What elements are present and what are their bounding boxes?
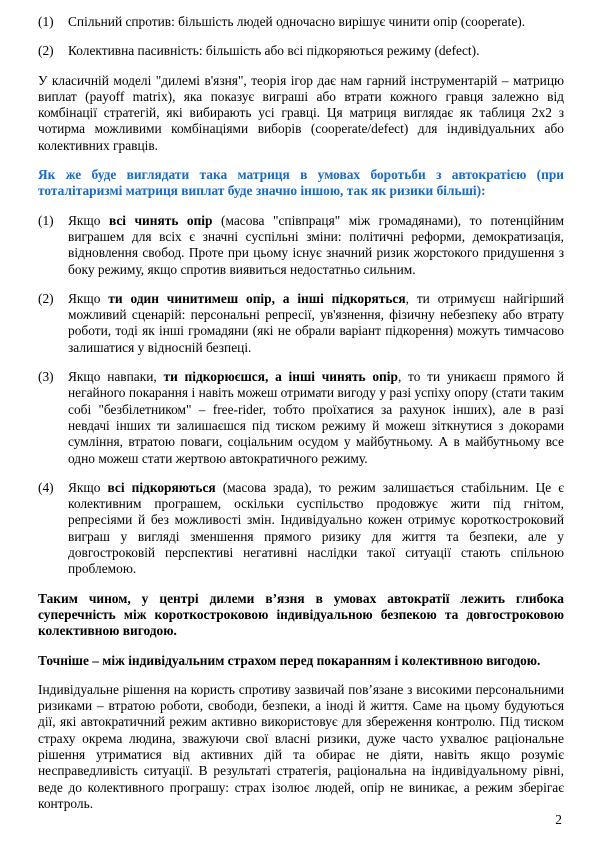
conclusion-paragraph: Таким чином, у центрі дилеми в’язня в умовах автократії лежить глибока суперечність між короткостроковою індивідуальною безпекою та довгостроковою колективною вигодою.: [38, 590, 564, 639]
main-list-item-4: [38, 480, 564, 578]
main-list-item-3: [38, 369, 564, 467]
main-list-item-1-number: (1): [38, 212, 54, 228]
intro-list-item-1-number: (1): [38, 14, 54, 29]
main-list-item-2: [38, 291, 564, 356]
main-list-item-4-text: Якщо всі підкоряються (масова зрада), то режим залишається стабільним. Це є колективним програшем, оскільки суспільство продовжує жити під гнітом, репресіями й без можливості змін. Індивідуально кожен отримує короткостроковий виграш у вигляді зменшення прямого ризику для життя та безпеки, але у довгостроковій перспективі негативні наслідки такої ситуації стають спільною проблемою.: [68, 479, 564, 577]
section-heading: Як же буде виглядати така матриця в умовах боротьби з автократією (при тоталітаризмі матриця виплат буде значно іншою, так як ризики більші):: [38, 167, 564, 199]
main-list-item-4-number: (4): [38, 479, 54, 495]
main-list-item-2-text: Якщо ти один чинитимеш опір, а інші підкоряться, ти отримуєш найгірший можливий сценарій: персональні репресії, ув'язнення, фізичну небезпеку або втрату роботи, тоді як інші громадяни (які не обрали варіант підкорення) можуть тимчасово залишатися у відносній безпеці.: [68, 290, 564, 355]
emphasis-paragraph: Точніше – між індивідуальним страхом перед покаранням і колективною вигодою.: [38, 652, 541, 668]
page-number: 2: [555, 811, 562, 827]
intro-list-item-1-text: Спільний спротив: більшість людей одночасно вирішує чинити опір (cooperate).: [68, 14, 526, 29]
main-list-item-2-number: (2): [38, 290, 54, 306]
main-list-item-3-text: Якщо навпаки, ти підкорюєшся, а інші чинять опір, то ти уникаєш прямого й негайного покарання і навіть можеш отримати вигоду у разі успіху опору (стати таким собі "безбілетником" – free-rider, тобто проїхатися за рахунок інших), але в разі невдачі інших ти залишаєшся під тиском режиму й можеш зіткнутися з докорами сумління, втратою поваги, соціальним осудом у майбутньому. А в майбутньому все одно можеш стати жертвою автократичного режиму.: [68, 369, 564, 466]
intro-list-item-2: [38, 43, 564, 59]
intro-list-item-2-text: Колективна пасивність: більшість або всі підкоряються режиму (defect).: [68, 43, 480, 59]
intro-paragraph: У класичній моделі "дилемі в'язня", теорія ігор дає нам гарний інструментарій – матрицю виплат (payoff matrix), яка показує виграші або втрати кожного гравця залежно від комбінації стратегій, які вибирають усі гравці. Ця матриця виглядає як таблиця 2х2 з чотирма можливими комбінаціями виборів (cooperate/defect) для індивідуальних або колективних гравців.: [38, 72, 564, 153]
closing-paragraph: Індивідуальне рішення на користь спротиву зазвичай пов’язане з високими персональними ризиками – втратою роботи, свободи, безпеки, а іноді й життя. Саме на цьому будуються дії, які автократичний режим активно використовує для збереження контролю. Під тиском страху окрема людина, зважуючи свої власні ризики, дуже часто ухвалює раціональне рішення утриматися від активних дій та обирає не діяти, навіть якщо розуміє несправедливість ситуації. В результаті стратегія, раціональна на індивідуальному рівні, веде до колективного програшу: страх ізолює людей, опір не виникає, а режим зберігає контроль.: [38, 681, 564, 811]
intro-list-item-2-number: (2): [38, 43, 54, 59]
main-list-item-3-number: (3): [38, 369, 54, 385]
main-list-item-1: [38, 213, 564, 278]
intro-list-item-1: [38, 14, 564, 30]
main-list-item-1-text: Якщо всі чинять опір (масова "співпраця" між громадянами), то потенційним виграшем для всіх є значні суспільні зміни: політичні реформи, демократизація, відновлення свобод. Проте при цьому існує значний ризик жорстокого придушення з боку режиму, якщо спротив виявиться недостатньо сильним.: [68, 212, 565, 277]
